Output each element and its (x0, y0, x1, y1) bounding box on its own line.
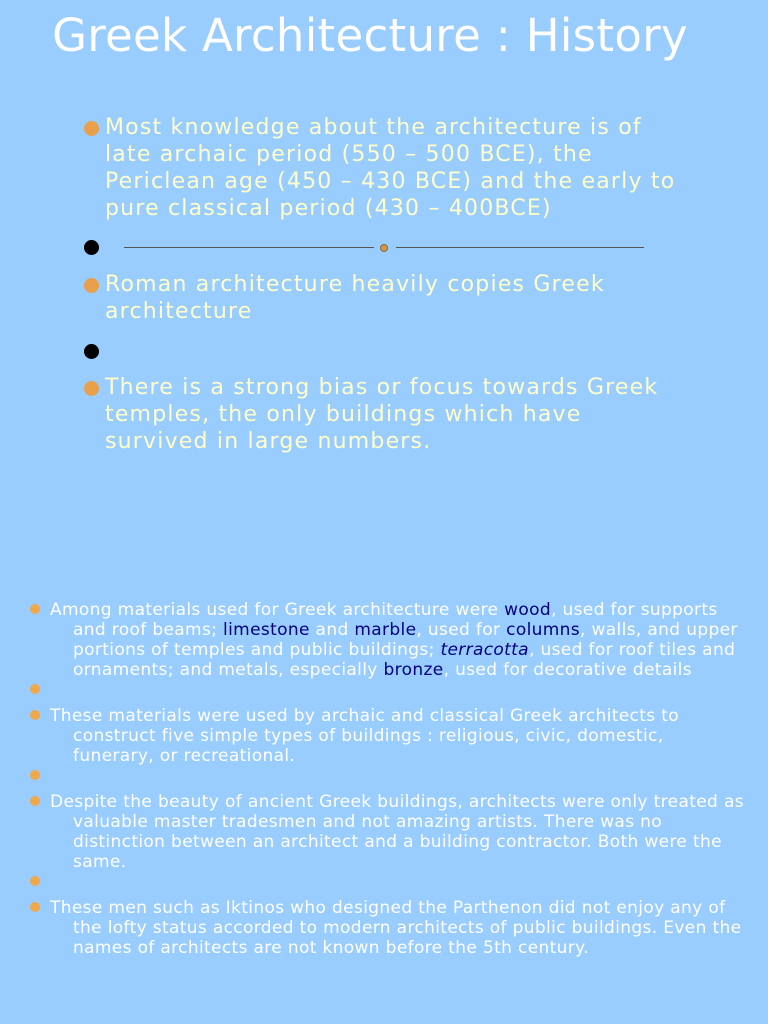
keyword-columns: columns (506, 620, 581, 640)
list-item (30, 792, 745, 872)
list-item (84, 114, 684, 222)
ornament-icon (380, 244, 388, 252)
bullet-dot-icon (84, 121, 99, 136)
bullet-text: Roman architecture heavily copies Greek architecture (105, 272, 605, 324)
list-item-empty (84, 337, 684, 364)
keyword-wood: wood (504, 600, 551, 620)
text-run: , used for roof tiles and ornaments; and metals, especially (73, 640, 736, 680)
bullet-text: These materials were used by archaic and classical Greek architects to construct five simple types of buildings : religious, civic, domestic, funerary, or recreational. (50, 706, 679, 766)
list-item-empty (84, 234, 684, 261)
list-item-empty (30, 766, 745, 786)
divider (124, 246, 644, 250)
page-title: Greek Architecture : History (52, 9, 688, 62)
bullet-text: There is a strong bias or focus towards Greek temples, the only buildings which have survived in large numbers. (105, 375, 659, 454)
slide2-bullet-list (30, 600, 745, 958)
keyword-terracotta: terracotta (440, 640, 529, 660)
bullet-dot-icon (30, 684, 40, 694)
list-item (84, 271, 684, 325)
bullet-text: Most knowledge about the architecture is of late archaic period (550 – 500 BCE), the Periclean age (450 – 430 BCE) and the early to pure classical period (430 – 400BCE) (105, 115, 676, 221)
text-run: , walls, and upper portions of temples and public buildings; (73, 620, 738, 660)
text-run: , used for decorative details (443, 660, 692, 680)
bullet-text: These men such as Iktinos who designed the Parthenon did not enjoy any of the lofty status accorded to modern architects of public buildings. Even the names of architects are not known before the 5th century. (50, 898, 742, 958)
list-item (30, 898, 745, 958)
bullet-dot-icon (30, 876, 40, 886)
list-item-empty (30, 872, 745, 892)
bullet-dot-icon (84, 381, 99, 396)
bullet-text: Despite the beauty of ancient Greek buildings, architects were only treated as valuable master tradesmen and not amazing artists. There was no distinction between an architect and a building contractor. Both were the same. (50, 792, 744, 872)
bullet-dot-icon (84, 240, 99, 255)
keyword-marble: marble (354, 620, 417, 640)
bullet-dot-icon (30, 902, 40, 912)
text-run: , used for (416, 620, 507, 640)
bullet-dot-icon (84, 344, 99, 359)
bullet-dot-icon (30, 604, 40, 614)
slide1-bullet-list (84, 114, 684, 455)
text-run: and (309, 620, 355, 640)
bullet-dot-icon (30, 770, 40, 780)
keyword-bronze: bronze (383, 660, 444, 680)
list-item-empty (30, 680, 745, 700)
text-run: Among materials used for Greek architecture were (50, 600, 505, 620)
keyword-limestone: limestone (223, 620, 310, 640)
bullet-dot-icon (30, 796, 40, 806)
text-run: , used for supports and roof beams; (73, 600, 718, 640)
list-item (30, 706, 745, 766)
list-item (30, 600, 745, 680)
bullet-dot-icon (30, 710, 40, 720)
list-item (84, 374, 684, 455)
bullet-dot-icon (84, 278, 99, 293)
